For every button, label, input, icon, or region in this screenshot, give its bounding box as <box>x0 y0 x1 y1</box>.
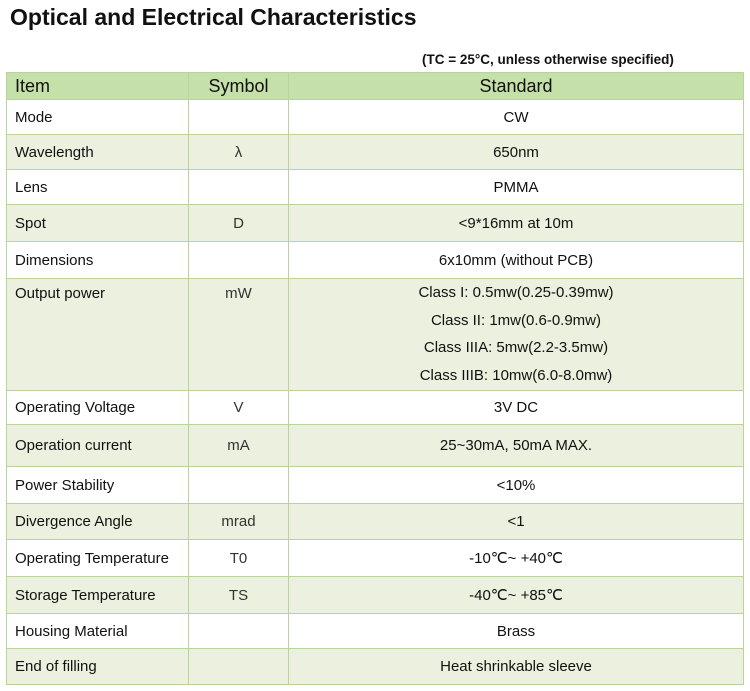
row-item: Lens <box>7 170 189 205</box>
row-item: Operation current <box>7 425 189 467</box>
table-row <box>7 242 744 279</box>
row-symbol <box>189 614 289 649</box>
output-power-class-1: Class I: 0.5mw(0.25-0.39mw) <box>418 284 614 301</box>
row-symbol <box>189 467 289 504</box>
conditions-note: (TC = 25°C, unless otherwise specified) <box>422 52 674 67</box>
row-symbol <box>189 242 289 279</box>
row-symbol: λ <box>189 135 289 170</box>
row-standard: 3V DC <box>289 391 744 425</box>
table-row <box>7 467 744 504</box>
table-row <box>7 540 744 577</box>
header-symbol: Symbol <box>189 73 289 100</box>
table-row <box>7 100 744 135</box>
table-row <box>7 577 744 614</box>
output-power-class-3a: Class IIIA: 5mw(2.2-3.5mw) <box>423 339 609 356</box>
row-standard: 6x10mm (without PCB) <box>289 242 744 279</box>
row-item: End of filling <box>7 649 189 685</box>
row-item: Output power <box>7 279 189 391</box>
table-row <box>7 504 744 540</box>
row-symbol <box>189 649 289 685</box>
header-standard: Standard <box>289 73 744 100</box>
table-header-row <box>7 73 744 100</box>
table-row <box>7 425 744 467</box>
characteristics-table <box>6 72 744 685</box>
row-item: Dimensions <box>7 242 189 279</box>
row-item: Spot <box>7 205 189 242</box>
row-standard: CW <box>289 100 744 135</box>
row-standard: -40℃~ +85℃ <box>289 577 744 614</box>
table-row <box>7 391 744 425</box>
row-symbol: TS <box>189 577 289 614</box>
page-title: Optical and Electrical Characteristics <box>10 4 417 30</box>
row-item: Operating Temperature <box>7 540 189 577</box>
row-standard: 650nm <box>289 135 744 170</box>
row-standard: 25~30mA, 50mA MAX. <box>289 425 744 467</box>
row-symbol <box>189 100 289 135</box>
row-item: Wavelength <box>7 135 189 170</box>
row-item: Mode <box>7 100 189 135</box>
row-item: Housing Material <box>7 614 189 649</box>
row-symbol: mW <box>189 279 289 391</box>
row-item: Power Stability <box>7 467 189 504</box>
row-standard: <1 <box>289 504 744 540</box>
row-standard: -10℃~ +40℃ <box>289 540 744 577</box>
row-symbol: V <box>189 391 289 425</box>
output-power-class-3b: Class IIIB: 10mw(6.0-8.0mw) <box>419 366 613 384</box>
row-standard: <10% <box>289 467 744 504</box>
row-standard: Brass <box>289 614 744 649</box>
table-row <box>7 170 744 205</box>
row-symbol: mrad <box>189 504 289 540</box>
row-symbol <box>189 170 289 205</box>
row-standard: PMMA <box>289 170 744 205</box>
row-standard: Heat shrinkable sleeve <box>289 649 744 685</box>
table-row <box>7 614 744 649</box>
header-item: Item <box>7 73 189 100</box>
row-standard <box>289 279 744 391</box>
row-item: Divergence Angle <box>7 504 189 540</box>
table-row <box>7 205 744 242</box>
row-standard: <9*16mm at 10m <box>289 205 744 242</box>
row-symbol: mA <box>189 425 289 467</box>
row-item: Storage Temperature <box>7 577 189 614</box>
output-power-class-2: Class II: 1mw(0.6-0.9mw) <box>430 311 602 329</box>
table-row <box>7 649 744 685</box>
table-row <box>7 279 744 391</box>
table-row <box>7 135 744 170</box>
row-symbol: D <box>189 205 289 242</box>
row-symbol: T0 <box>189 540 289 577</box>
row-item: Operating Voltage <box>7 391 189 425</box>
